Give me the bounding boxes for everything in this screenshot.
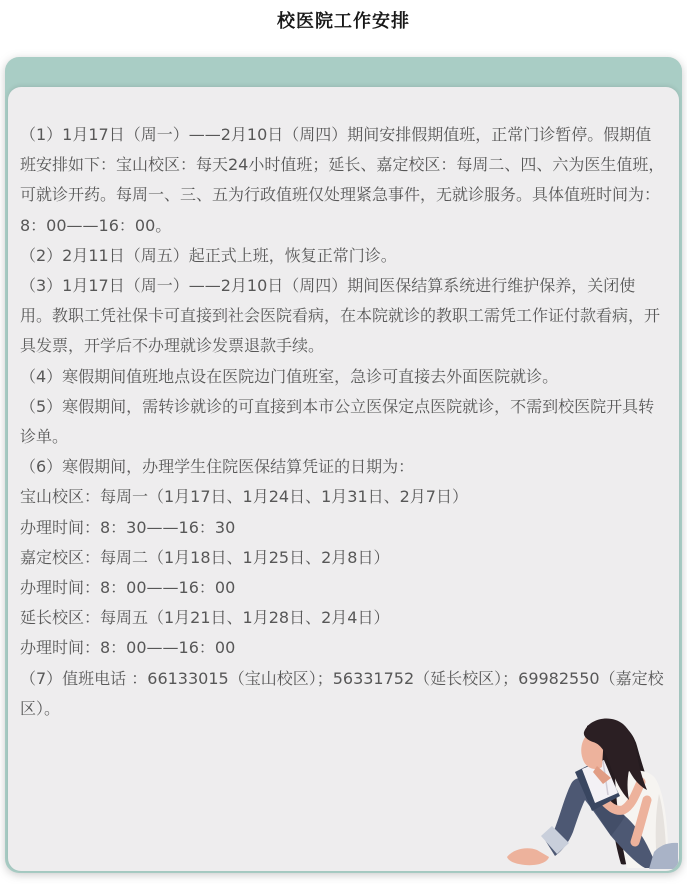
notice-card: [5, 57, 682, 873]
notice-paragraph-5: （5）寒假期间，需转诊就诊的可直接到本市公立医保定点医院就诊，不需到校医院开具转诊单。: [20, 396, 655, 447]
yanchang-campus-date-line: 延长校区：每周五（1月21日、1月28日、2月4日）: [20, 608, 390, 628]
page-title: 校医院工作安排: [277, 11, 410, 32]
girl-reading-illustration: [489, 716, 679, 871]
baoshan-campus-hours-line: 办理时间：8：30——16：30: [20, 517, 236, 537]
jiading-campus-hours-line: 办理时间：8：00——16：00: [20, 578, 236, 598]
baoshan-campus-date-line: 宝山校区：每周一（1月17日、1月24日、1月31日、2月7日）: [20, 487, 468, 507]
notice-paragraph-2: （2）2月11日（周五）起正式上班，恢复正常门诊。: [20, 245, 397, 265]
notice-card-body: [8, 87, 679, 871]
notice-paragraph-1: （1）1月17日（周一）——2月10日（周四）期间安排假期值班，正常门诊暂停。假期值班安排如下：宝山校区：每天24小时值班；延长、嘉定校区：每周二、四、六为医生值班，可就诊开药。每周一、三、五为行政值班仅处理紧急事件，无就诊服务。具体值班时间为：8：00——16：00。: [20, 125, 665, 235]
notice-text-block: [8, 87, 679, 724]
notice-paragraph-7: （7）值班电话 ：66133015（宝山校区）；56331752（延长校区）；69982550（嘉定校区）。: [20, 668, 664, 718]
notice-paragraph-6: （6）寒假期间，办理学生住院医保结算凭证的日期为：: [20, 457, 415, 477]
jiading-campus-date-line: 嘉定校区：每周二（1月18日、1月25日、2月8日）: [20, 547, 390, 567]
notice-paragraph-4: （4）寒假期间值班地点设在医院边门值班室，急诊可直接去外面医院就诊。: [20, 366, 559, 386]
yanchang-campus-hours-line: 办理时间：8：00——16：00: [20, 638, 236, 658]
notice-paragraph-3: （3）1月17日（周一）——2月10日（周四）期间医保结算系统进行维护保养，关闭使用。教职工凭社保卡可直接到社会医院看病，在本院就诊的教职工需凭工作证付款看病，开具发票，开学后不办理就诊发票退款手续。: [20, 276, 661, 356]
